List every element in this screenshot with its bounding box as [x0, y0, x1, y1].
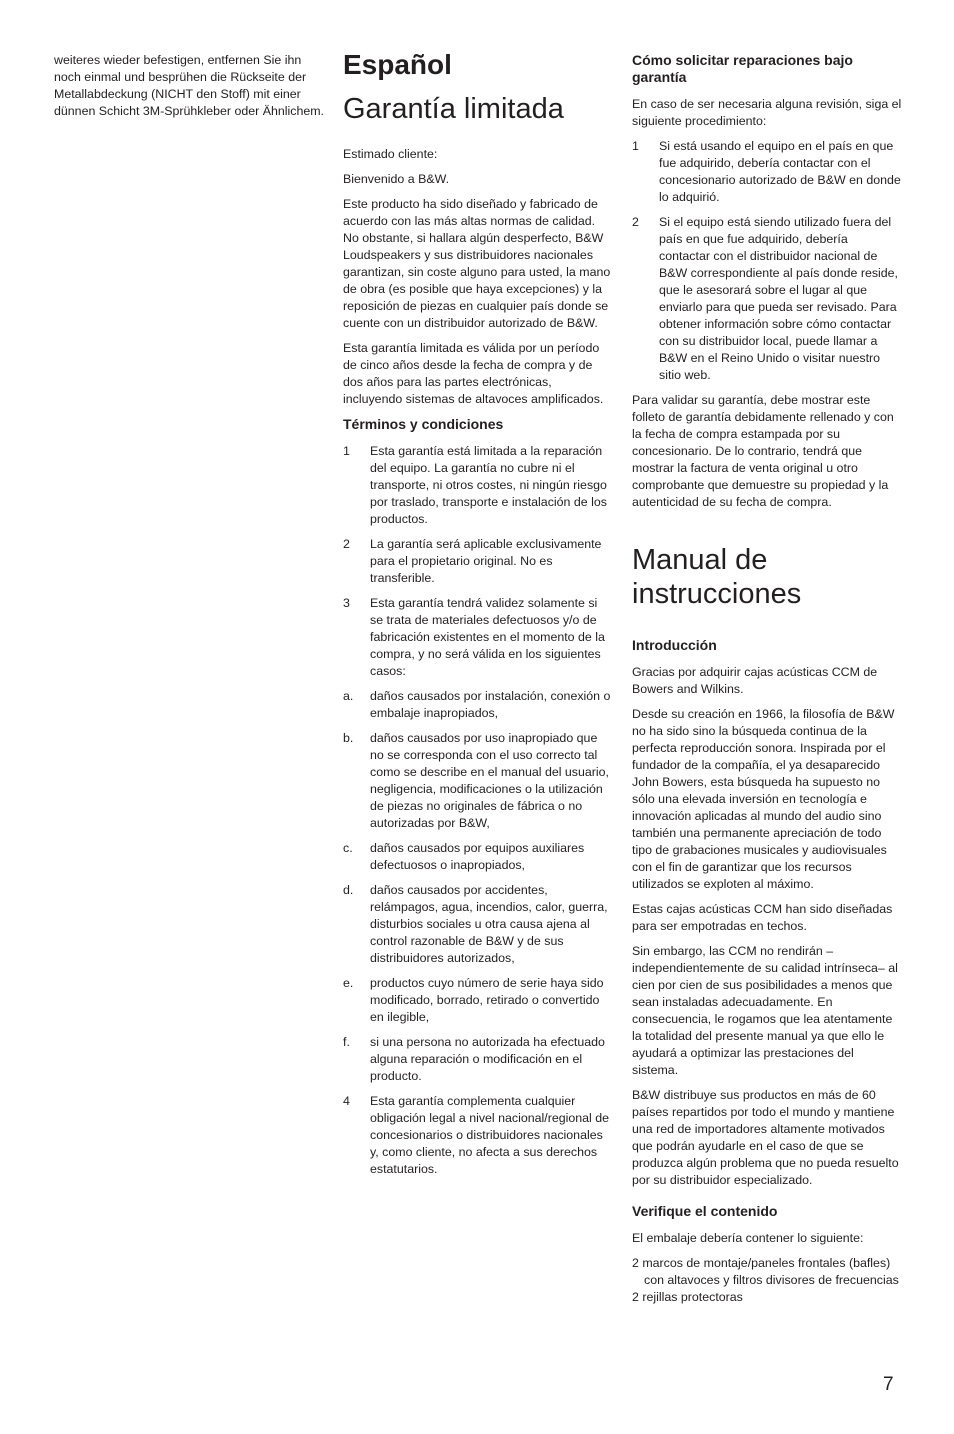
- middle-column: [343, 48, 613, 1186]
- contents-heading: Verifique el contenido: [632, 1203, 778, 1219]
- list-item: [343, 730, 613, 832]
- list-item-text: Esta garantía complementa cualquier obligación legal a nivel nacional/regional de concesionarios o distribuidores nacionales y, como cliente, no afecta a sus derechos estatutarios.: [370, 1094, 610, 1176]
- list-item-text: si una persona no autorizada ha efectuado alguna reparación o modificación en el producto.: [370, 1035, 605, 1083]
- warranty-title: Garantía limitada: [343, 93, 564, 125]
- list-item-text: daños causados por uso inapropiado que no se corresponda con el uso correcto tal como se describe en el manual del usuario, negligencia, modificaciones o la utilización de piezas no originales de fábrica o no autorizadas por B&W,: [370, 731, 609, 830]
- contents-item: 2 rejillas protectoras: [632, 1290, 743, 1304]
- welcome: Bienvenido a B&W.: [343, 172, 450, 186]
- list-item-text: daños causados por instalación, conexión o embalaje inapropiados,: [370, 689, 611, 720]
- list-item-text: Si el equipo está siendo utilizado fuera del país en que fue adquirido, debería contactar con el distribuidor nacional de B&W correspondiente al país donde reside, que le asesorará sobre el lugar al que enviarlo para que pueda ser revisado. Para obtener información sobre cómo contactar con su distribuidor local, puede llamar a B&W en el Reino Unido o visitar nuestro sitio web.: [659, 215, 899, 382]
- list-item-number: f.: [343, 1035, 350, 1049]
- list-item-number: 4: [343, 1094, 350, 1108]
- list-item-number: c.: [343, 841, 353, 855]
- list-item: [343, 1093, 613, 1178]
- list-item-text: Esta garantía tendrá validez solamente si se trata de materiales defectuosos y/o de fabricación existentes en el momento de la compra, y no será válida en los siguientes casos:: [370, 596, 605, 678]
- list-item-number: 2: [343, 537, 350, 551]
- intro-paragraph: Gracias por adquirir cajas acústicas CCM de Bowers and Wilkins.: [632, 665, 878, 696]
- list-item-number: b.: [343, 731, 354, 745]
- list-item-number: 1: [632, 139, 639, 153]
- intro-heading: Introducción: [632, 637, 717, 653]
- contents-item: 2 marcos de montaje/paneles frontales (bafles) con altavoces y filtros divisores de frecuencias: [632, 1256, 899, 1287]
- list-item: [343, 536, 613, 587]
- terms-heading: Términos y condiciones: [343, 416, 504, 432]
- list-item-number: e.: [343, 976, 354, 990]
- left-fragment-paragraph: weiteres wieder befestigen, entfernen Sie ihn noch einmal und besprühen die Rückseite der Metallabdeckung (NICHT den Stoff) mit einer dünnen Schicht 3M-Sprühkleber oder Ähnlichem.: [54, 53, 324, 118]
- list-item-text: daños causados por equipos auxiliares defectuosos o inapropiados,: [370, 841, 585, 872]
- warranty-paragraph-1: Este producto ha sido diseñado y fabricado de acuerdo con las más altas normas de calidad. No obstante, si hallara algún desperfecto, B&W Loudspeakers y sus distribuidores nacionales garantizan, sin coste alguno para usted, la mano de obra (es posible que haya excepciones) y la reposición de piezas en cualquier país donde se cuente con un distribuidor autorizado de B&W.: [343, 197, 611, 330]
- list-item-number: 3: [343, 596, 350, 610]
- list-item: [343, 840, 613, 874]
- intro-paragraph: Desde su creación en 1966, la filosofía de B&W no ha sido sino la búsqueda continua de la perfecta reproducción sonora. Inspirada por el fundador de la compañía, el ya desaparecido John Bowers, esta búsqueda ha supuesto no sólo una elevada inversión en tecnología e innovación aplicadas al mundo del audio sino también una permanente apreciación de todo tipo de grabaciones musicales y audiovisuales con el fin de garantizar que los recursos utilizados se exploten al máximo.: [632, 707, 895, 891]
- list-item: [343, 1034, 613, 1085]
- repairs-intro: En caso de ser necesaria alguna revisión, siga el siguiente procedimiento:: [632, 97, 902, 128]
- list-item: [343, 443, 613, 528]
- list-item: [343, 688, 613, 722]
- list-item-number: a.: [343, 689, 354, 703]
- intro-paragraph: Sin embargo, las CCM no rendirán –independientemente de su calidad intrínseca– al cien por cien de sus posibilidades a menos que sean instaladas adecuadamente. En consecuencia, le rogamos que lea atentamente la totalidad del presente manual ya que ello le ayudará a optimizar las prestaciones del sistema.: [632, 944, 898, 1077]
- list-item-number: d.: [343, 883, 354, 897]
- repairs-heading: Cómo solicitar reparaciones bajo garantía: [632, 52, 853, 85]
- warranty-paragraph-2: Esta garantía limitada es válida por un período de cinco años desde la fecha de compra y de dos años para las partes electrónicas, incluyendo sistemas de altavoces amplificados.: [343, 341, 604, 406]
- page-number: 7: [883, 1374, 894, 1395]
- list-item: [632, 214, 902, 384]
- contents-intro: El embalaje debería contener lo siguiente:: [632, 1231, 864, 1245]
- terms-list: [343, 443, 613, 1178]
- right-column: [632, 52, 902, 1306]
- greeting: Estimado cliente:: [343, 147, 438, 161]
- list-item-number: 1: [343, 444, 350, 458]
- left-column: [54, 52, 326, 128]
- list-item-text: La garantía será aplicable exclusivamente para el propietario original. No es transferible.: [370, 537, 602, 585]
- list-item-number: 2: [632, 215, 639, 229]
- list-item: [343, 595, 613, 680]
- validate-paragraph: Para validar su garantía, debe mostrar este folleto de garantía debidamente rellenado y con la fecha de compra estampada por su concesionario. De lo contrario, tendrá que mostrar la factura de venta original u otro comprobante que demuestre su propiedad y la autenticidad de su fecha de compra.: [632, 393, 894, 509]
- language-heading: Español: [343, 49, 452, 80]
- list-item: [343, 975, 613, 1026]
- list-item-text: daños causados por accidentes, relámpagos, agua, incendios, calor, guerra, disturbios sociales u otra causa ajena al control razonable de B&W y de sus distribuidores autorizados,: [370, 883, 608, 965]
- list-item: [632, 138, 902, 206]
- list-item: [343, 882, 613, 967]
- manual-title: Manual de instrucciones: [632, 544, 802, 610]
- list-item-text: Esta garantía está limitada a la reparación del equipo. La garantía no cubre ni el transporte, ni otros costes, ni ningún riesgo por traslado, transporte e instalación de los productos.: [370, 444, 607, 526]
- repair-steps-list: [632, 138, 902, 384]
- list-item-text: Si está usando el equipo en el país en que fue adquirido, debería contactar con el concesionario autorizado de B&W en donde lo adquirió.: [659, 139, 901, 204]
- intro-paragraph: Estas cajas acústicas CCM han sido diseñadas para ser empotradas en techos.: [632, 902, 893, 933]
- intro-paragraph: B&W distribuye sus productos en más de 60 países repartidos por todo el mundo y mantiene una red de importadores altamente motivados que podrán ayudarle en el caso de que se produzca algún problema que no pueda resuelto por su distribuidor especializado.: [632, 1088, 899, 1187]
- list-item-text: productos cuyo número de serie haya sido modificado, borrado, retirado o convertido en ilegible,: [370, 976, 604, 1024]
